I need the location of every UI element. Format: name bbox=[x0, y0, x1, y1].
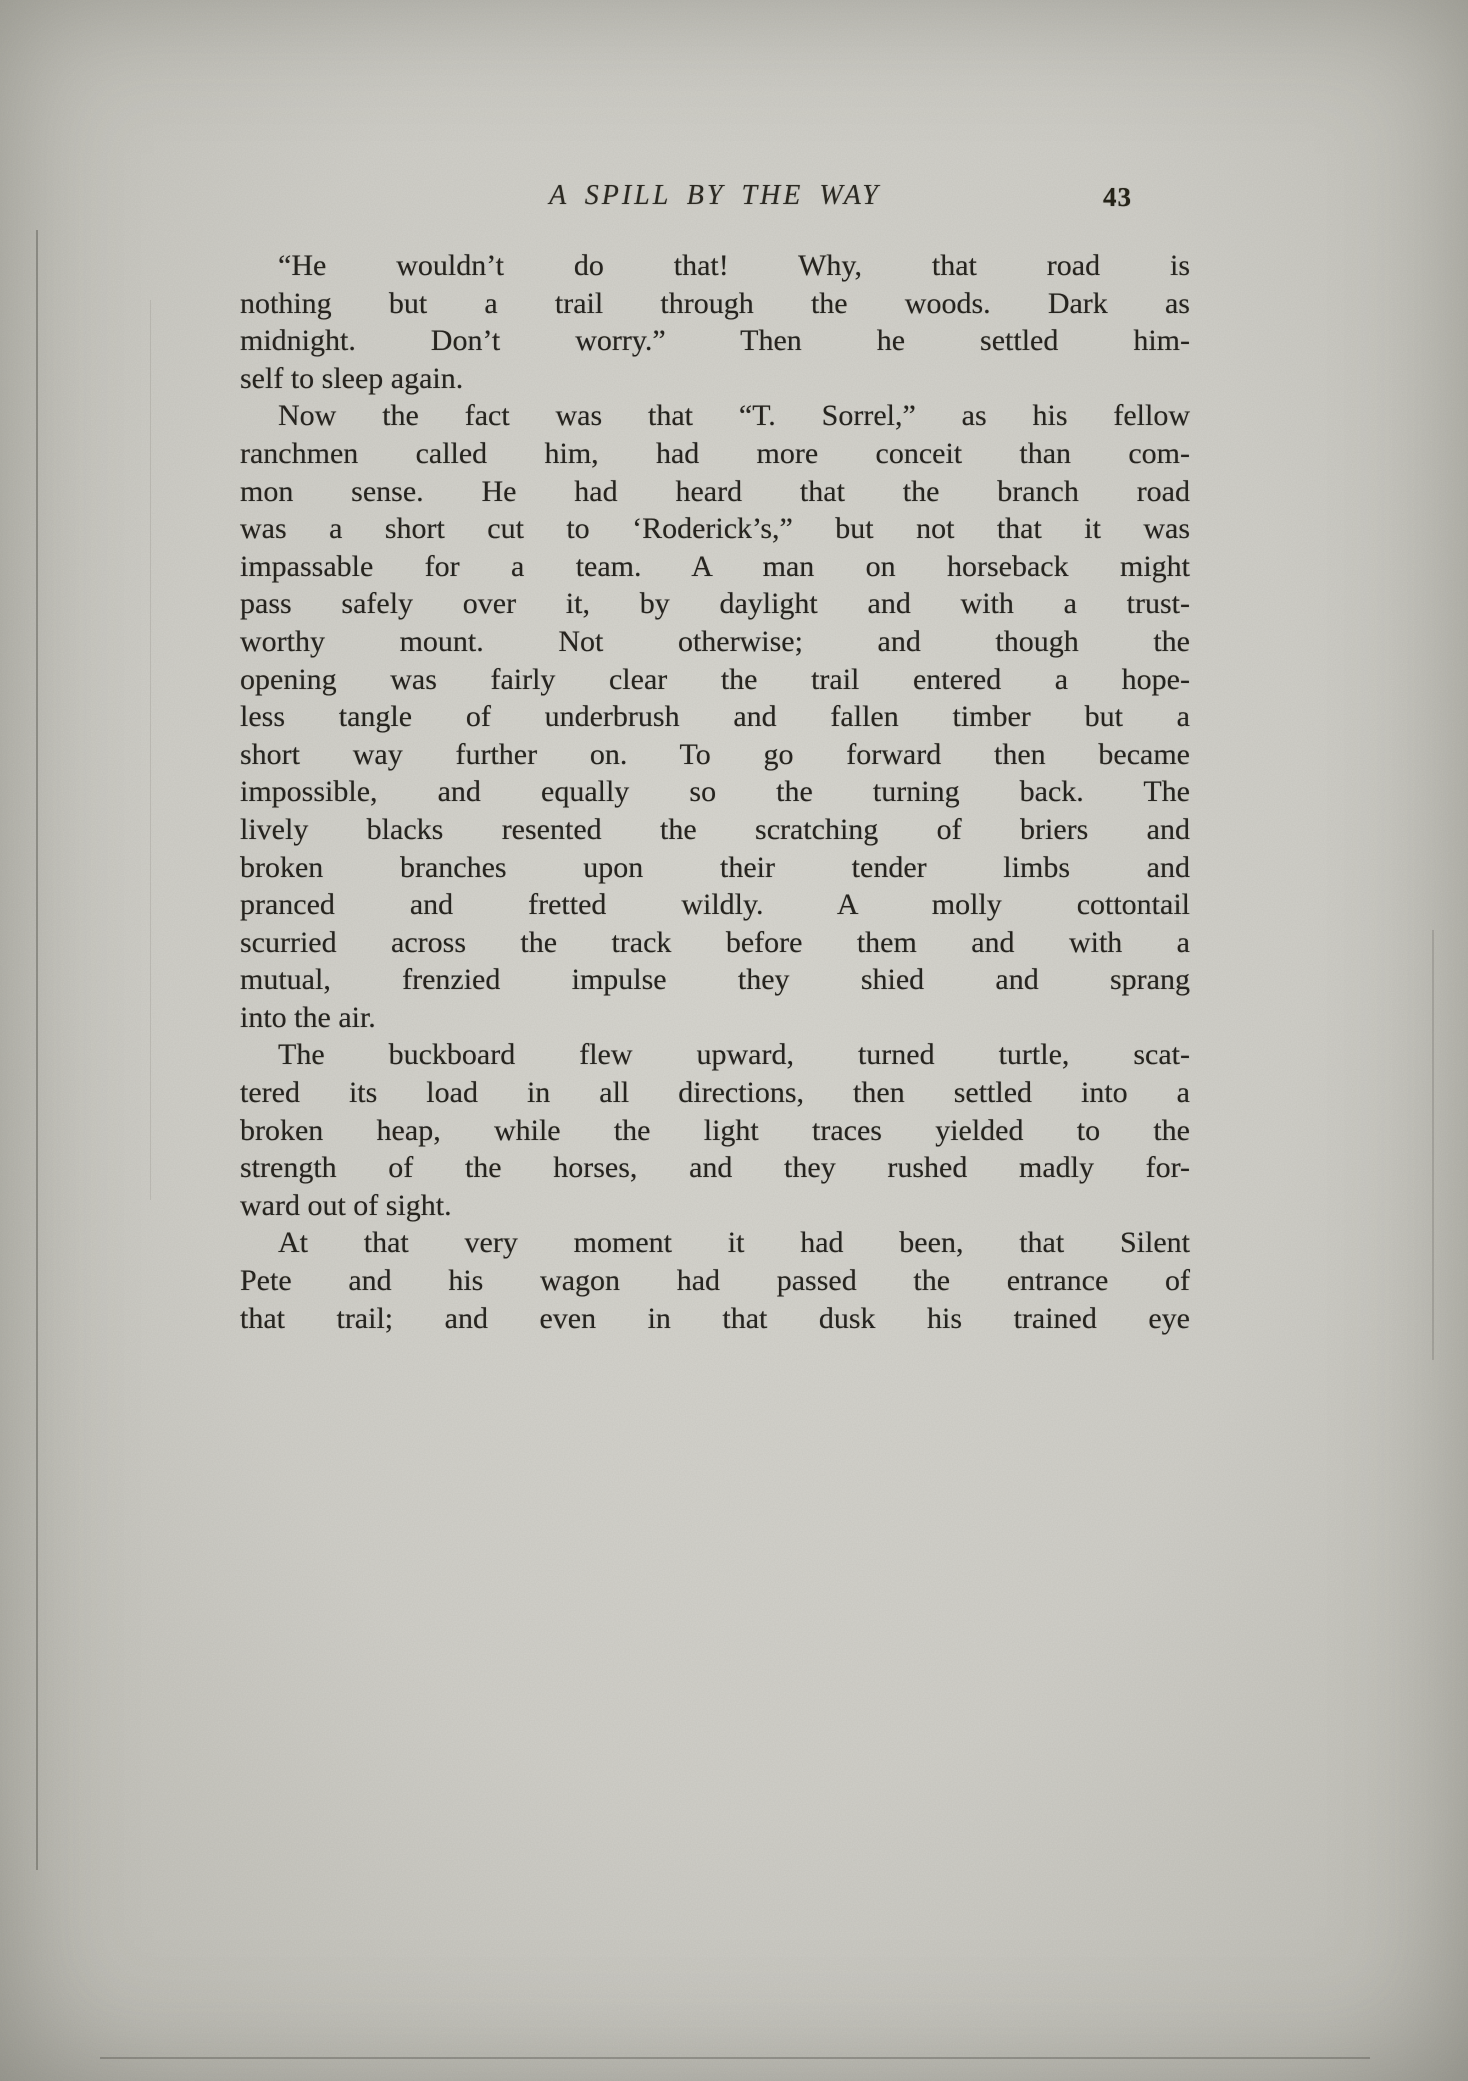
text-line: lively blacks resented the scratching of briers and bbox=[240, 812, 1190, 846]
text-line: mon sense. He had heard that the branch road bbox=[240, 474, 1190, 508]
text-line: that trail; and even in that dusk his trained eye bbox=[240, 1301, 1190, 1335]
text-line: nothing but a trail through the woods. Dark as bbox=[240, 286, 1190, 320]
scan-crease-right bbox=[1432, 930, 1434, 1360]
text-line: At that very moment it had been, that Silent bbox=[278, 1226, 1190, 1260]
page-number: 43 bbox=[1103, 182, 1132, 212]
text-line: was a short cut to ‘Roderick’s,” but not that it was bbox=[240, 512, 1190, 546]
text-line: self to sleep again. bbox=[240, 361, 464, 395]
running-title: A SPILL BY THE WAY bbox=[549, 180, 881, 211]
scan-crease-bottom bbox=[100, 2057, 1370, 2059]
page-header bbox=[240, 180, 1190, 220]
text-body bbox=[240, 247, 1190, 1337]
text-line: worthy mount. Not otherwise; and though the bbox=[240, 624, 1190, 658]
scan-crease-left-faint bbox=[150, 300, 151, 1200]
text-line: midnight. Don’t worry.” Then he settled him- bbox=[240, 324, 1190, 358]
text-line: “He wouldn’t do that! Why, that road is bbox=[278, 249, 1190, 282]
text-line: Now the fact was that “T. Sorrel,” as his fellow bbox=[278, 399, 1190, 433]
text-line: broken heap, while the light traces yielded to the bbox=[240, 1113, 1190, 1147]
text-line: pass safely over it, by daylight and with a trust- bbox=[240, 587, 1190, 621]
text-line: strength of the horses, and they rushed madly for- bbox=[240, 1151, 1190, 1185]
text-line: pranced and fretted wildly. A molly cottontail bbox=[240, 888, 1190, 922]
text-line: impossible, and equally so the turning back. The bbox=[240, 775, 1190, 809]
text-line: The buckboard flew upward, turned turtle, scat- bbox=[278, 1038, 1190, 1072]
text-line: into the air. bbox=[240, 1000, 376, 1034]
text-line: ranchmen called him, had more conceit than com- bbox=[240, 436, 1190, 470]
text-line: opening was fairly clear the trail entered a hope- bbox=[240, 662, 1190, 696]
text-line: mutual, frenzied impulse they shied and sprang bbox=[240, 963, 1190, 997]
text-line: scurried across the track before them and with a bbox=[240, 925, 1190, 959]
text-line: broken branches upon their tender limbs and bbox=[240, 850, 1190, 884]
text-line: impassable for a team. A man on horseback might bbox=[240, 549, 1190, 583]
scan-crease-left bbox=[36, 230, 38, 1870]
text-line: short way further on. To go forward then became bbox=[240, 737, 1190, 771]
text-line: Pete and his wagon had passed the entrance of bbox=[240, 1264, 1190, 1298]
text-line: less tangle of underbrush and fallen timber but a bbox=[240, 700, 1190, 734]
text-line: tered its load in all directions, then settled into a bbox=[240, 1076, 1190, 1110]
text-line: ward out of sight. bbox=[240, 1188, 452, 1222]
